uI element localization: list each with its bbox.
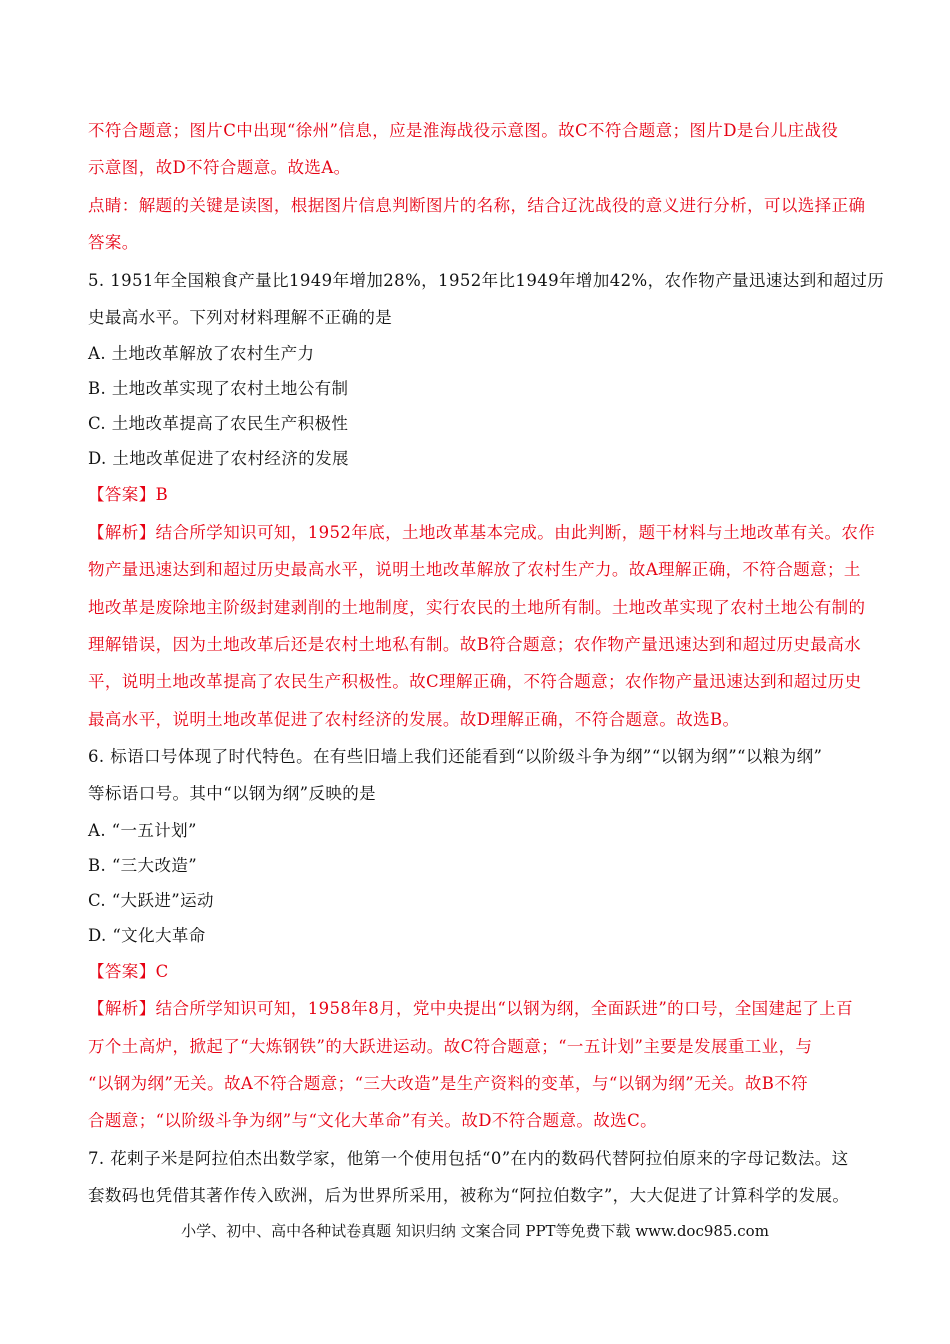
page-footer: 小学、初中、高中各种试卷真题 知识归纳 文案合同 PPT等免费下载 www.doc985.com bbox=[181, 1222, 769, 1240]
text-line: 地改革是废除地主阶级封建剥削的土地制度，实行农民的土地所有制。土地改革实现了农村土地公有制的 bbox=[88, 597, 866, 617]
text-line: 5. 1951年全国粮食产量比1949年增加28%，1952年比1949年增加42%，农作物产量迅速达到和超过历 bbox=[88, 270, 885, 290]
text-line: 答案。 bbox=[88, 233, 139, 253]
text-line: 7. 花剌子米是阿拉伯杰出数学家，他第一个使用包括“0”在内的数码代替阿拉伯原来的字母记数法。这 bbox=[88, 1148, 849, 1168]
text-line: 万个土高炉，掀起了“大炼钢铁”的大跃进运动。故C符合题意；“一五计划”主要是发展重工业，与 bbox=[88, 1036, 813, 1056]
text-line: 物产量迅速达到和超过历史最高水平，说明土地改革解放了农村生产力。故A理解正确，不符合题意；土 bbox=[88, 560, 861, 580]
text-line: 不符合题意；图片C中出现“徐州”信息，应是淮海战役示意图。故C不符合题意；图片D是台儿庄战役 bbox=[88, 121, 839, 140]
text-line: C. “大跃进”运动 bbox=[88, 890, 214, 910]
text-line: 6. 标语口号体现了时代特色。在有些旧墙上我们还能看到“以阶级斗争为纲”“以钢为纲”“以粮为纲” bbox=[88, 747, 823, 767]
text-line: “以钢为纲”无关。故A不符合题意；“三大改造”是生产资料的变革，与“以钢为纲”无关。故B不符 bbox=[88, 1074, 809, 1094]
text-line: 【答案】B bbox=[88, 485, 169, 505]
text-line: 【答案】C bbox=[88, 961, 169, 981]
document-body bbox=[88, 112, 885, 1215]
text-line: A. 土地改革解放了农村生产力 bbox=[88, 344, 315, 364]
text-line: 【解析】结合所学知识可知，1952年底，土地改革基本完成。由此判断，题干材料与土地改革有关。农作 bbox=[88, 522, 876, 542]
text-line: 理解错误，因为土地改革后还是农村土地私有制。故B符合题意；农作物产量迅速达到和超过历史最高水 bbox=[88, 634, 862, 654]
text-line: 平，说明土地改革提高了农民生产积极性。故C理解正确，不符合题意；农作物产量迅速达到和超过历史 bbox=[88, 672, 862, 692]
text-line: 等标语口号。其中“以钢为纲”反映的是 bbox=[88, 784, 377, 804]
text-line: D. 土地改革促进了农村经济的发展 bbox=[88, 449, 349, 469]
text-line: 示意图，故D不符合题意。故选A。 bbox=[88, 158, 351, 178]
text-line: 【解析】结合所学知识可知，1958年8月，党中央提出“以钢为纲，全面跃进”的口号，全国建起了上百 bbox=[88, 999, 854, 1019]
text-line: 最高水平，说明土地改革促进了农村经济的发展。故D理解正确，不符合题意。故选B。 bbox=[88, 709, 740, 729]
text-line: D. “文化大革命 bbox=[88, 925, 206, 945]
text-line: 合题意；“以阶级斗争为纲”与“文化大革命”有关。故D不符合题意。故选C。 bbox=[88, 1111, 657, 1131]
text-line: 套数码也凭借其著作传入欧洲，后为世界所采用，被称为“阿拉伯数字”，大大促进了计算科学的发展。 bbox=[88, 1186, 850, 1206]
text-line: 史最高水平。下列对材料理解不正确的是 bbox=[88, 307, 393, 327]
text-line: A. “一五计划” bbox=[88, 820, 197, 840]
text-line: B. 土地改革实现了农村土地公有制 bbox=[88, 379, 349, 399]
text-line: C. 土地改革提高了农民生产积极性 bbox=[88, 414, 349, 434]
text-line: B. “三大改造” bbox=[88, 855, 198, 875]
text-line: 点睛：解题的关键是读图，根据图片信息判断图片的名称，结合辽沈战役的意义进行分析，可以选择正确 bbox=[88, 195, 866, 215]
